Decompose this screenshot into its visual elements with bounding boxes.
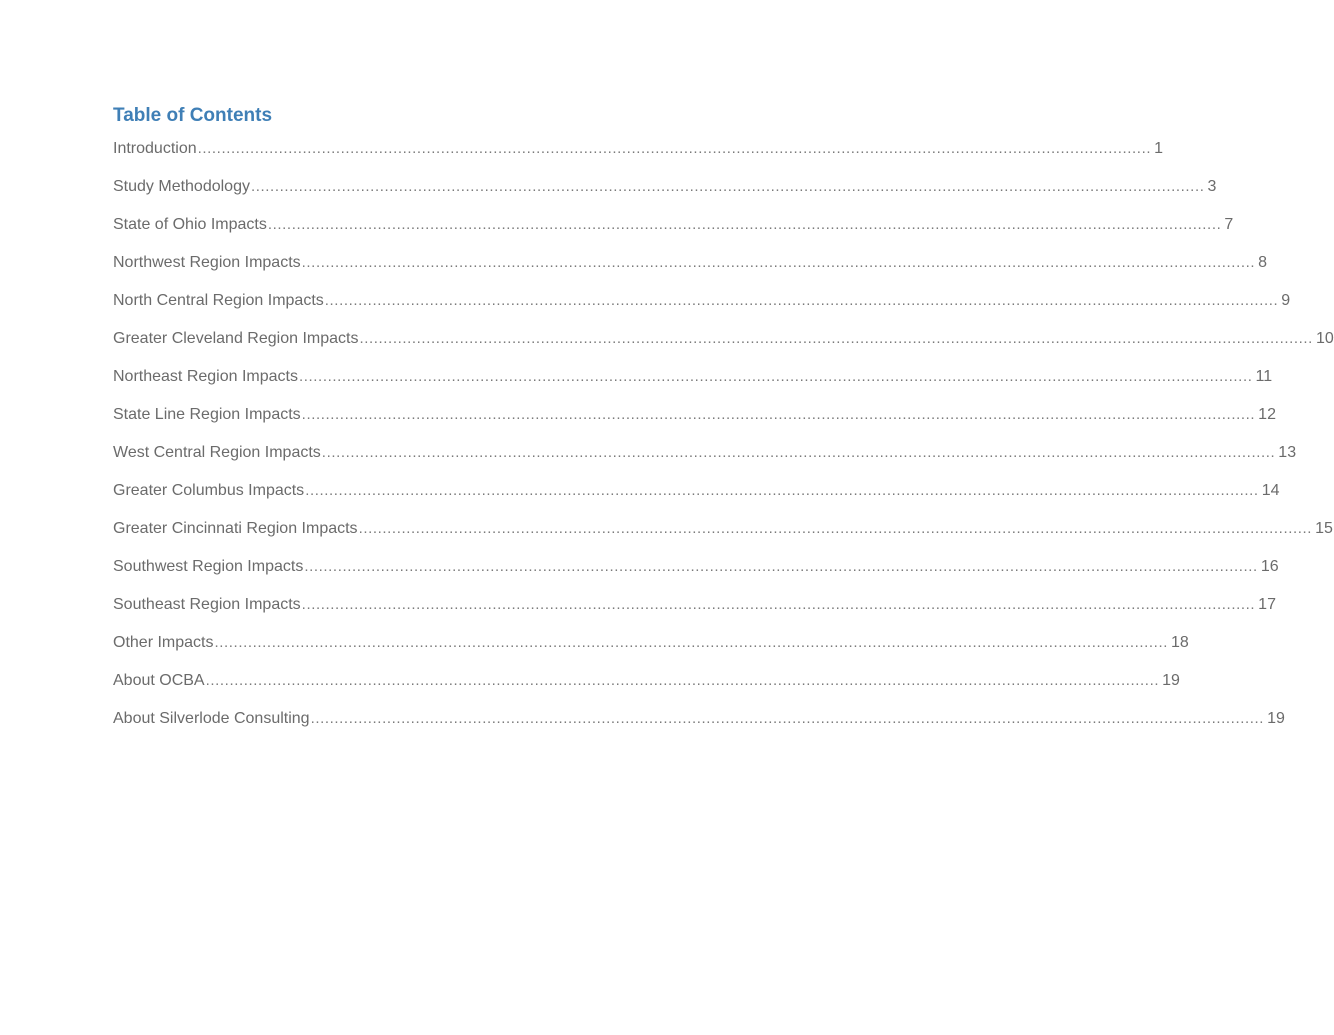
toc-entry-page: 10 (1315, 330, 1334, 347)
toc-dot-leader: ........................................................................................................................................................................................................ (301, 406, 1256, 423)
toc-entry-west-central-region-impacts[interactable] (113, 441, 1297, 479)
toc-entry-title: Northwest Region Impacts (113, 254, 301, 271)
toc-entry-title: About OCBA (113, 672, 205, 689)
toc-entry-about-silverlode-consulting[interactable] (113, 707, 1285, 745)
toc-title: Table of Contents (113, 105, 273, 126)
toc-entry-title: State Line Region Impacts (113, 406, 301, 423)
toc-entry-about-ocba[interactable] (113, 669, 1180, 707)
toc-dot-leader: ........................................................................................................................................................................................................ (298, 368, 1253, 385)
toc-entry-greater-cincinnati-region-impacts[interactable] (113, 517, 1333, 555)
toc-entry-page: 9 (1281, 292, 1291, 309)
toc-entry-state-of-ohio-impacts[interactable] (113, 213, 1234, 251)
toc-entry-title: Northeast Region Impacts (113, 368, 298, 385)
toc-entry-southeast-region-impacts[interactable] (113, 593, 1276, 631)
toc-entry-title: West Central Region Impacts (113, 444, 321, 461)
toc-dot-leader: ........................................................................................................................................................................................................ (304, 558, 1258, 575)
toc-entry-title: About Silverlode Consulting (113, 710, 310, 727)
toc-dot-leader: ........................................................................................................................................................................................................ (301, 254, 1256, 271)
toc-list (113, 137, 1334, 745)
toc-dot-leader: ........................................................................................................................................................................................................ (267, 216, 1222, 233)
toc-dot-leader: ........................................................................................................................................................................................................ (358, 520, 1313, 537)
toc-entry-title: Greater Columbus Impacts (113, 482, 305, 499)
toc-entry-page: 14 (1261, 482, 1280, 499)
toc-entry-page: 19 (1162, 672, 1180, 689)
toc-dot-leader: ........................................................................................................................................................................................................ (205, 672, 1160, 689)
toc-entry-greater-columbus-impacts[interactable] (113, 479, 1280, 517)
toc-dot-leader: ........................................................................................................................................................................................................ (250, 178, 1205, 195)
toc-entry-page: 8 (1258, 254, 1268, 271)
toc-dot-leader: ........................................................................................................................................................................................................ (321, 444, 1276, 461)
toc-entry-title: Study Methodology (113, 178, 250, 195)
toc-entry-page: 13 (1278, 444, 1297, 461)
toc-entry-page: 17 (1258, 596, 1276, 613)
toc-entry-page: 7 (1224, 216, 1234, 233)
toc-entry-title: State of Ohio Impacts (113, 216, 267, 233)
toc-entry-page: 19 (1267, 710, 1285, 727)
toc-dot-leader: ........................................................................................................................................................................................................ (197, 140, 1152, 157)
toc-entry-north-central-region-impacts[interactable] (113, 289, 1291, 327)
toc-entry-title: Southeast Region Impacts (113, 596, 301, 613)
toc-entry-title: North Central Region Impacts (113, 292, 324, 309)
toc-entry-page: 18 (1170, 634, 1189, 651)
toc-dot-leader: ........................................................................................................................................................................................................ (214, 634, 1168, 651)
toc-entry-title: Introduction (113, 140, 197, 157)
toc-entry-page: 11 (1255, 368, 1273, 385)
toc-entry-southwest-region-impacts[interactable] (113, 555, 1279, 593)
toc-entry-title: Other Impacts (113, 634, 214, 651)
toc-entry-northeast-region-impacts[interactable] (113, 365, 1273, 403)
toc-entry-page: 12 (1258, 406, 1276, 423)
toc-entry-northwest-region-impacts[interactable] (113, 251, 1268, 289)
toc-entry-title: Greater Cleveland Region Impacts (113, 330, 359, 347)
toc-entry-study-methodology[interactable] (113, 175, 1217, 213)
toc-dot-leader: ........................................................................................................................................................................................................ (305, 482, 1259, 499)
toc-entry-title: Greater Cincinnati Region Impacts (113, 520, 358, 537)
toc-dot-leader: ........................................................................................................................................................................................................ (359, 330, 1313, 347)
toc-entry-page: 1 (1154, 140, 1164, 157)
toc-entry-greater-cleveland-region-impacts[interactable] (113, 327, 1334, 365)
toc-entry-page: 15 (1315, 520, 1333, 537)
toc-entry-page: 3 (1207, 178, 1217, 195)
toc-entry-introduction[interactable] (113, 137, 1164, 175)
toc-entry-page: 16 (1260, 558, 1279, 575)
toc-dot-leader: ........................................................................................................................................................................................................ (324, 292, 1279, 309)
toc-dot-leader: ........................................................................................................................................................................................................ (301, 596, 1256, 613)
toc-entry-title: Southwest Region Impacts (113, 558, 304, 575)
toc-entry-other-impacts[interactable] (113, 631, 1189, 669)
toc-dot-leader: ........................................................................................................................................................................................................ (310, 710, 1265, 727)
toc-entry-state-line-region-impacts[interactable] (113, 403, 1276, 441)
